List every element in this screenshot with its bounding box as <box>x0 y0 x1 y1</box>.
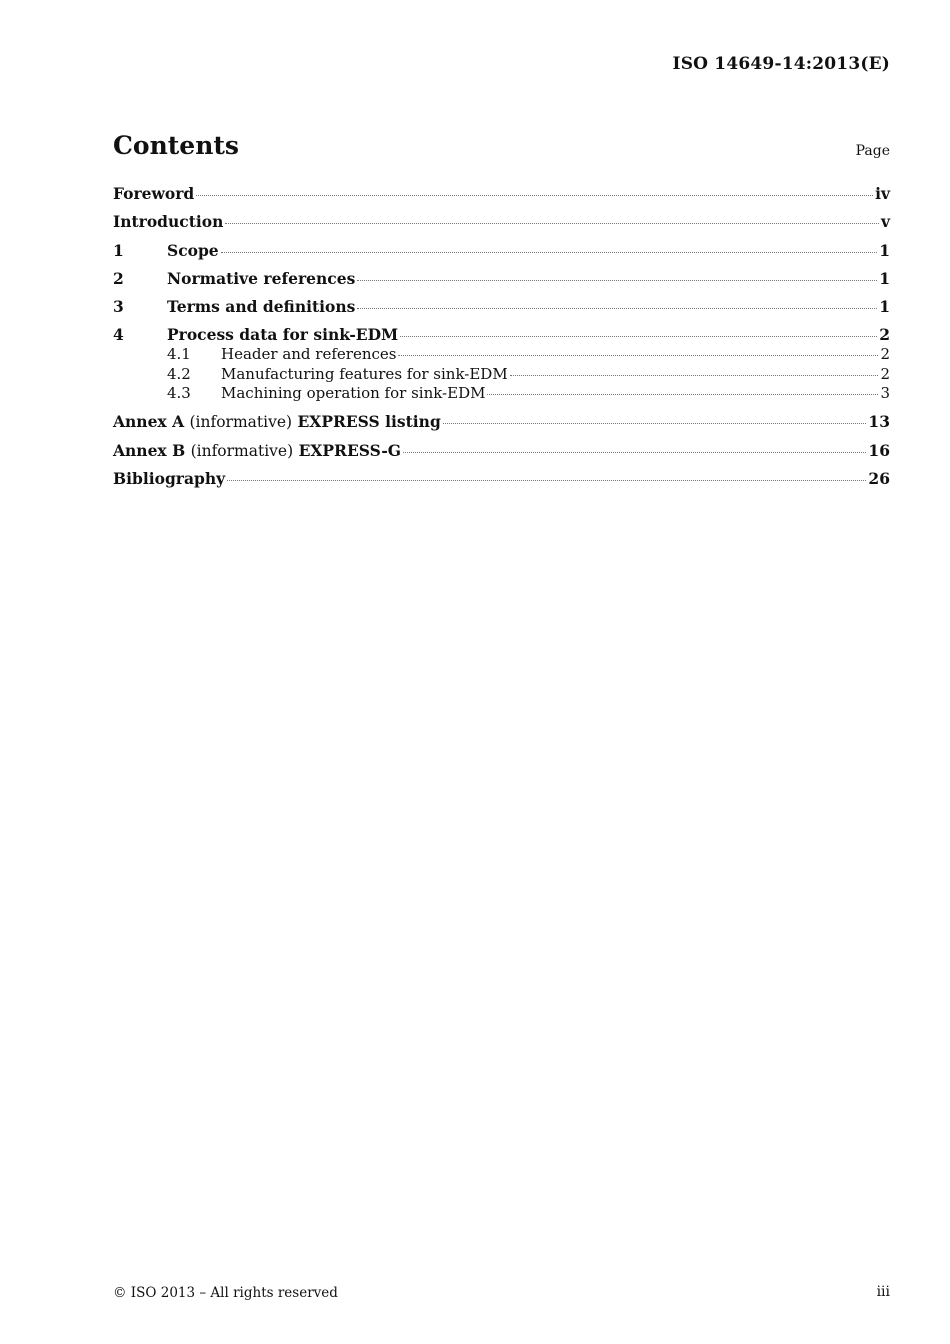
toc-entry-page: 1 <box>879 297 890 317</box>
toc-entry-page: 3 <box>880 384 890 403</box>
contents-title: Contents <box>113 131 240 160</box>
toc-entry-page: v <box>880 212 890 232</box>
annex-title: EXPRESS listing <box>297 412 441 432</box>
toc-entry-page: 1 <box>879 268 890 288</box>
dot-leader <box>227 480 866 481</box>
toc-entry-number: 3 <box>113 297 124 317</box>
toc-entry-annex-b[interactable] <box>113 441 890 461</box>
toc-entry-number: 4 <box>113 325 124 345</box>
toc-entry-page: 2 <box>880 364 890 383</box>
toc-entry-title: Process data for sink-EDM <box>167 325 399 345</box>
annex-title: EXPRESS-G <box>298 440 402 460</box>
document-id: ISO 14649-14:2013(E) <box>672 54 890 74</box>
toc-entry-title: Normative references <box>167 268 356 288</box>
annex-prefix: Annex B <box>113 440 186 460</box>
toc-entry-page: 26 <box>868 468 890 488</box>
toc-entry-title: Scope <box>167 240 219 260</box>
toc-subentry-header-and-references[interactable] <box>113 345 890 365</box>
toc-entry-page: 2 <box>880 345 890 364</box>
toc-entry-number: 2 <box>113 268 124 288</box>
annex-qualifier: (informative) <box>190 441 294 460</box>
toc-subentry-machining-operation[interactable] <box>113 384 890 404</box>
toc-entry-bibliography[interactable] <box>113 469 890 489</box>
toc-entry-number: 4.2 <box>167 364 191 383</box>
toc-entry-title <box>113 441 401 461</box>
toc-entry-introduction[interactable] <box>113 212 890 232</box>
toc-entry-title <box>113 412 441 432</box>
dot-leader <box>487 394 878 395</box>
dot-leader <box>357 280 877 281</box>
toc-entry-title: Manufacturing features for sink-EDM <box>221 364 508 383</box>
toc-entry-annex-a[interactable] <box>113 412 890 432</box>
dot-leader <box>398 355 878 356</box>
annex-qualifier: (informative) <box>189 413 293 432</box>
toc-entry-title: Bibliography <box>113 468 226 488</box>
dot-leader <box>403 452 866 453</box>
toc-entry-scope[interactable] <box>113 241 890 261</box>
toc-entry-title: Introduction <box>113 212 224 232</box>
toc-entry-number: 1 <box>113 240 124 260</box>
toc-entry-normative-references[interactable] <box>113 269 890 289</box>
toc-entry-number: 4.1 <box>167 345 191 364</box>
table-of-contents <box>113 184 890 489</box>
toc-entry-page: 16 <box>868 440 890 460</box>
dot-leader <box>221 252 878 253</box>
dot-leader <box>196 195 873 196</box>
toc-entry-title: Foreword <box>113 184 195 203</box>
toc-entry-number: 4.3 <box>167 384 191 403</box>
toc-entry-title: Terms and definitions <box>167 297 356 317</box>
dot-leader <box>510 375 879 376</box>
dot-leader <box>357 308 877 309</box>
toc-entry-page: 1 <box>879 240 890 260</box>
dot-leader <box>443 423 867 424</box>
dot-leader <box>225 223 879 224</box>
toc-subentry-manufacturing-features[interactable] <box>113 365 890 385</box>
page-column-label: Page <box>855 143 890 159</box>
toc-entry-terms-and-definitions[interactable] <box>113 297 890 317</box>
annex-prefix: Annex A <box>113 412 185 432</box>
toc-entry-page: 2 <box>879 325 890 345</box>
toc-entry-title: Header and references <box>221 345 397 364</box>
toc-entry-title: Machining operation for sink-EDM <box>221 384 486 403</box>
toc-entry-page: 13 <box>868 412 890 432</box>
dot-leader <box>400 336 877 337</box>
toc-entry-page: iv <box>875 184 890 203</box>
toc-entry-foreword[interactable] <box>113 184 890 204</box>
toc-entry-process-data[interactable] <box>113 325 890 345</box>
footer-copyright: © ISO 2013 – All rights reserved <box>113 1285 338 1301</box>
footer-page-number: iii <box>876 1284 890 1300</box>
